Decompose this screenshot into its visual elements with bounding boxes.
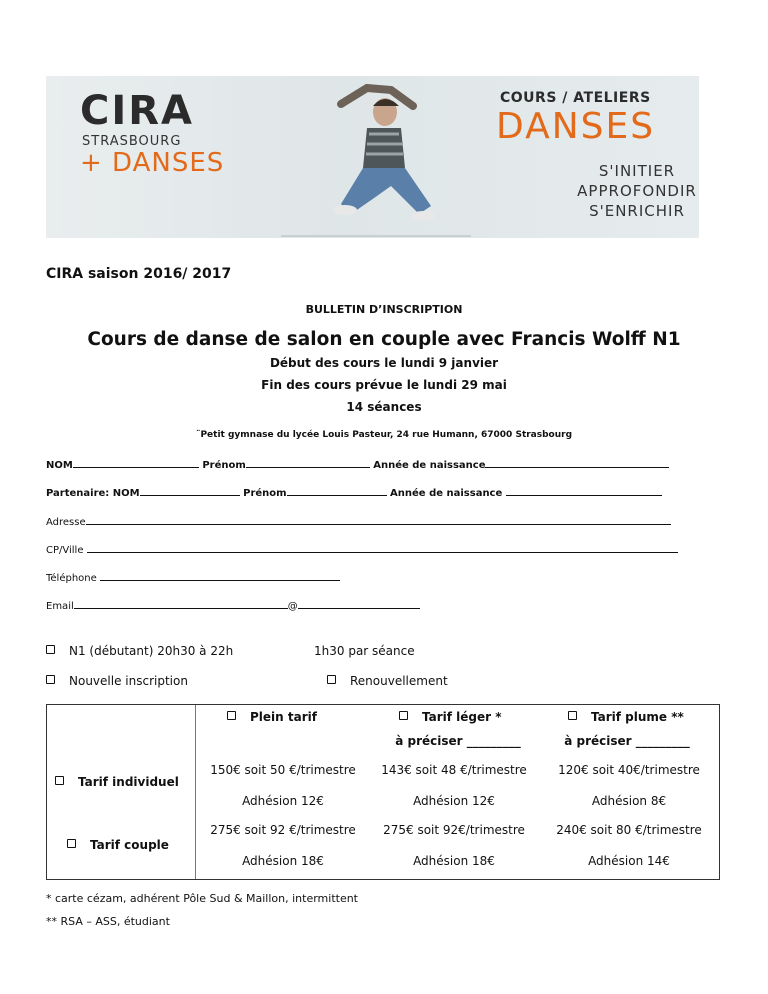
end-date: Fin des cours prévue le lundi 29 mai [261, 378, 507, 392]
checkbox-icon[interactable] [568, 711, 577, 720]
header-plume[interactable] [568, 710, 684, 724]
adhesion-individuel-plein: Adhésion 12€ [242, 794, 324, 808]
start-date: Début des cours le lundi 9 janvier [269, 356, 499, 370]
option-renew-label: Renouvellement [350, 674, 448, 688]
season-label: CIRA saison 2016/ 2017 [46, 266, 232, 282]
row-adresse [46, 514, 671, 528]
footnote-leger: * carte cézam, adhérent Pôle Sud & Maillon, intermittent [46, 892, 358, 905]
prenom-label: Prénom [202, 460, 246, 471]
option-level[interactable] [46, 644, 233, 658]
checkbox-icon[interactable] [399, 711, 408, 720]
banner-plus-danses: + DANSES [80, 148, 225, 178]
email-label: Email [46, 601, 74, 612]
partenaire-prenom-label: Prénom [243, 488, 287, 499]
banner-line-approfondir: APPROFONDIR [577, 182, 697, 200]
cp-ville-field[interactable] [87, 542, 678, 553]
partenaire-annee-field[interactable] [506, 485, 662, 496]
row-couple-text: Tarif couple [90, 838, 169, 852]
row-cp-ville [46, 542, 678, 556]
annee-label: Année de naissance [373, 460, 486, 471]
header-plein-label: Plein tarif [250, 710, 317, 724]
option-renew[interactable] [327, 674, 448, 688]
banner-line-initier: S'INITIER [598, 162, 676, 180]
adresse-field[interactable] [86, 514, 671, 525]
checkbox-icon[interactable] [327, 675, 336, 684]
price-individuel-plume: 120€ soit 40€/trimestre [558, 763, 700, 777]
email-at: @ [287, 601, 298, 612]
dancer-image [281, 76, 471, 238]
row-individuel-text: Tarif individuel [78, 775, 179, 789]
price-couple-plume: 240€ soit 80 €/trimestre [556, 823, 702, 837]
banner-strasbourg: STRASBOURG [82, 134, 182, 149]
header-leger[interactable] [399, 710, 502, 724]
checkbox-icon[interactable] [46, 675, 55, 684]
partenaire-prenom-field[interactable] [287, 485, 387, 496]
prenom-field[interactable] [246, 457, 370, 468]
header-plume-sub: à préciser _________ [564, 734, 690, 748]
nom-label: NOM [46, 460, 73, 471]
telephone-field[interactable] [100, 570, 340, 581]
bulletin-heading: BULLETIN D’INSCRIPTION [305, 303, 463, 316]
adhesion-individuel-leger: Adhésion 12€ [413, 794, 495, 808]
cp-ville-label: CP/Ville [46, 545, 84, 556]
header-leger-sub: à préciser _________ [395, 734, 521, 748]
adresse-label: Adresse [46, 517, 86, 528]
partenaire-annee-label: Année de naissance [390, 488, 503, 499]
page-title: Cours de danse de salon en couple avec Francis Wolff N1 [87, 329, 681, 350]
row-partenaire [46, 485, 662, 499]
checkbox-icon[interactable] [46, 645, 55, 654]
option-new[interactable] [46, 674, 188, 688]
row-couple-label[interactable] [67, 838, 169, 852]
row-individuel-label[interactable] [55, 775, 179, 789]
banner-cira-logo: CIRA [80, 88, 194, 134]
adhesion-couple-plume: Adhésion 14€ [588, 854, 670, 868]
venue-address: ¨Petit gymnase du lycée Louis Pasteur, 24 rue Humann, 67000 Strasbourg [195, 430, 573, 440]
session-count: 14 séances [346, 400, 422, 414]
header-plume-label: Tarif plume ** [591, 710, 684, 724]
row-telephone [46, 570, 340, 584]
email-domain-field[interactable] [298, 598, 420, 609]
pricing-table [46, 704, 720, 880]
row-nom [46, 457, 669, 471]
telephone-label: Téléphone [46, 573, 97, 584]
annee-field[interactable] [485, 457, 669, 468]
checkbox-icon[interactable] [67, 839, 76, 848]
email-user-field[interactable] [74, 598, 288, 609]
banner [46, 76, 699, 238]
checkbox-icon[interactable] [227, 711, 236, 720]
duration-label: 1h30 par séance [314, 644, 415, 658]
row-email [46, 598, 420, 612]
nom-field[interactable] [73, 457, 199, 468]
banner-danses-title: DANSES [496, 106, 656, 147]
adhesion-couple-plein: Adhésion 18€ [242, 854, 324, 868]
partenaire-nom-field[interactable] [140, 485, 240, 496]
adhesion-couple-leger: Adhésion 18€ [413, 854, 495, 868]
banner-cours-ateliers: COURS / ATELIERS [500, 90, 651, 106]
price-couple-plein: 275€ soit 92 €/trimestre [210, 823, 356, 837]
price-individuel-leger: 143€ soit 48 €/trimestre [381, 763, 527, 777]
checkbox-icon[interactable] [55, 776, 64, 785]
partenaire-nom-label: Partenaire: NOM [46, 488, 140, 499]
table-divider [195, 705, 196, 879]
option-new-label: Nouvelle inscription [69, 674, 188, 688]
price-couple-leger: 275€ soit 92€/trimestre [383, 823, 525, 837]
header-leger-label: Tarif léger * [422, 710, 502, 724]
footnote-plume: ** RSA – ASS, étudiant [46, 915, 170, 928]
option-level-label: N1 (débutant) 20h30 à 22h [69, 644, 234, 658]
banner-line-enrichir: S'ENRICHIR [589, 202, 685, 220]
header-plein[interactable] [227, 710, 317, 724]
price-individuel-plein: 150€ soit 50 €/trimestre [210, 763, 356, 777]
adhesion-individuel-plume: Adhésion 8€ [591, 794, 667, 808]
